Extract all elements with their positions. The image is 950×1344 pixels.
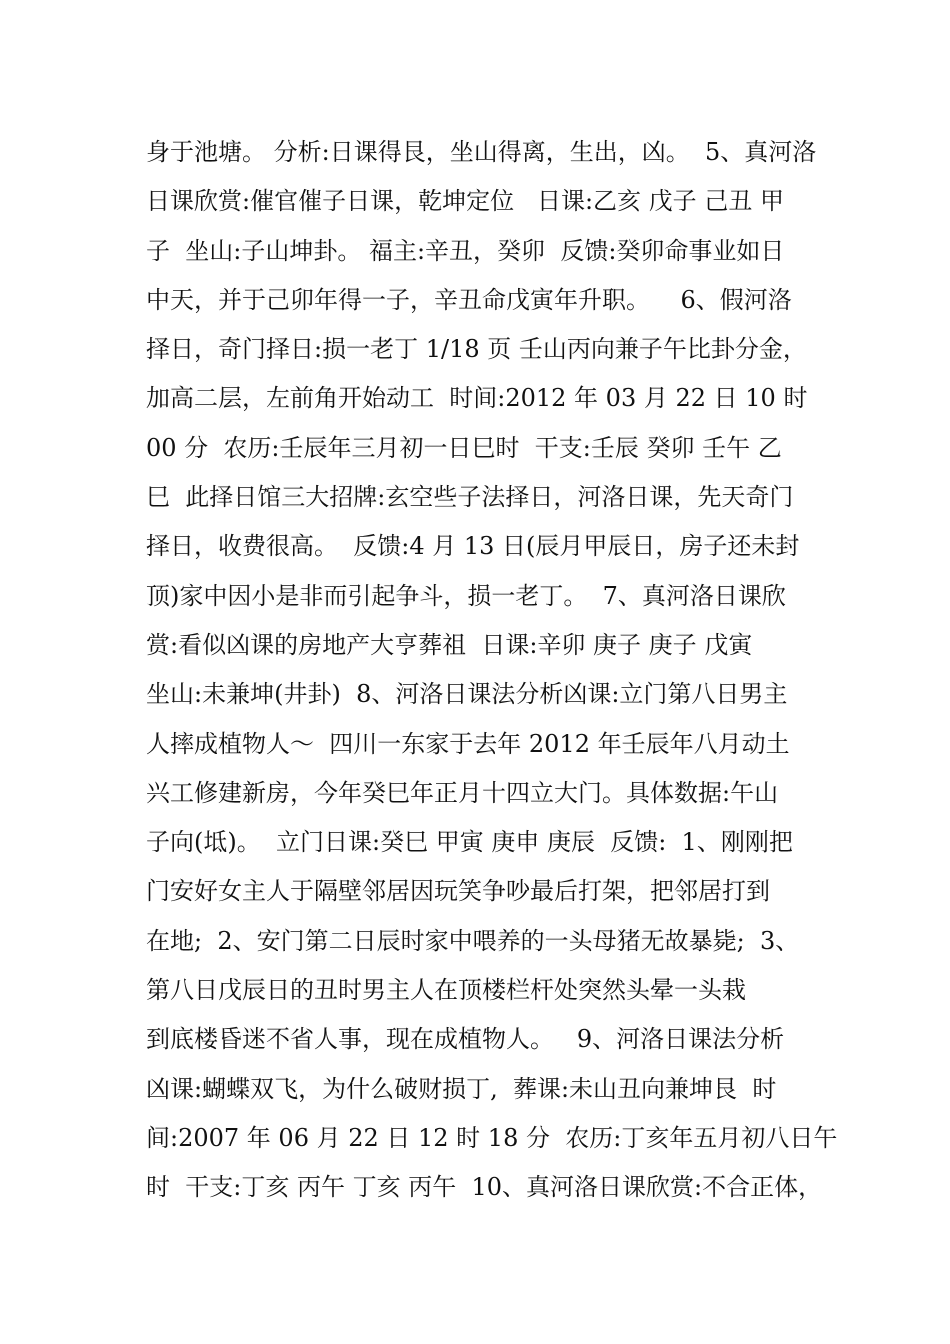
- text-line: 第八日戊辰日的丑时男主人在顶楼栏杆处突然头晕一头栽: [146, 976, 746, 1005]
- text-line: 坐山:未兼坤(井卦) 8、河洛日课法分析凶课:立门第八日男主: [146, 680, 788, 709]
- text-line: 日课欣赏:催官催子日课，乾坤定位 日课:乙亥 戊子 己丑 甲: [146, 187, 784, 216]
- text-line: 顶)家中因小是非而引起争斗，损一老丁。 7、真河洛日课欣: [146, 581, 786, 610]
- text-line: 赏:看似凶课的房地产大亨葬祖 日课:辛卯 庚子 庚子 戊寅: [146, 630, 753, 659]
- text-line: 人摔成植物人～ 四川一东家于去年 2012 年壬辰年八月动土: [146, 729, 790, 758]
- text-line: 兴工修建新房，今年癸巳年正月十四立大门。具体数据:午山: [146, 778, 779, 807]
- body-text: [146, 128, 846, 1213]
- text-line: 巳 此择日馆三大招牌:玄空些子法择日，河洛日课，先天奇门: [146, 483, 794, 512]
- text-line: 中天，并于己卯年得一子，辛丑命戊寅年升职。 6、假河洛: [146, 285, 792, 314]
- text-line: 门安好女主人于隔壁邻居因玩笑争吵最后打架，把邻居打到: [146, 877, 770, 906]
- text-line: 间:2007 年 06 月 22 日 12 时 18 分 农历:丁亥年五月初八日午: [146, 1123, 838, 1152]
- text-line: 身于池塘。 分析:日课得艮，坐山得离，生出，凶。 5、真河洛: [146, 138, 817, 166]
- text-line: 加高二层，左前角开始动工 时间:2012 年 03 月 22 日 10 时: [146, 384, 808, 413]
- text-line: 择日，奇门择日:损一老丁 1/18 页 壬山丙向兼子午比卦分金，: [146, 335, 807, 364]
- text-line: 子 坐山:子山坤卦。 福主:辛丑，癸卯 反馈:癸卯命事业如日: [146, 236, 785, 265]
- text-line: 时 干支:丁亥 丙午 丁亥 丙午 10、真河洛日课欣赏:不合正体，: [146, 1173, 823, 1202]
- text-line: 00 分 农历:壬辰年三月初一日巳时 干支:壬辰 癸卯 壬午 乙: [146, 433, 782, 462]
- text-line: 择日，收费很高。 反馈:4 月 13 日(辰月甲辰日，房子还未封: [146, 532, 800, 561]
- text-line: 凶课:蝴蝶双飞，为什么破财损丁, 葬课:未山丑向兼坤艮 时: [146, 1074, 777, 1103]
- text-line: 到底楼昏迷不省人事，现在成植物人。 9、河洛日课法分析: [146, 1025, 785, 1054]
- text-line: 子向(坻)。 立门日课:癸巳 甲寅 庚申 庚辰 反馈: 1、刚刚把: [146, 828, 793, 857]
- text-line: 在地; 2、安门第二日辰时家中喂养的一头母猪无故暴毙; 3、: [146, 926, 800, 955]
